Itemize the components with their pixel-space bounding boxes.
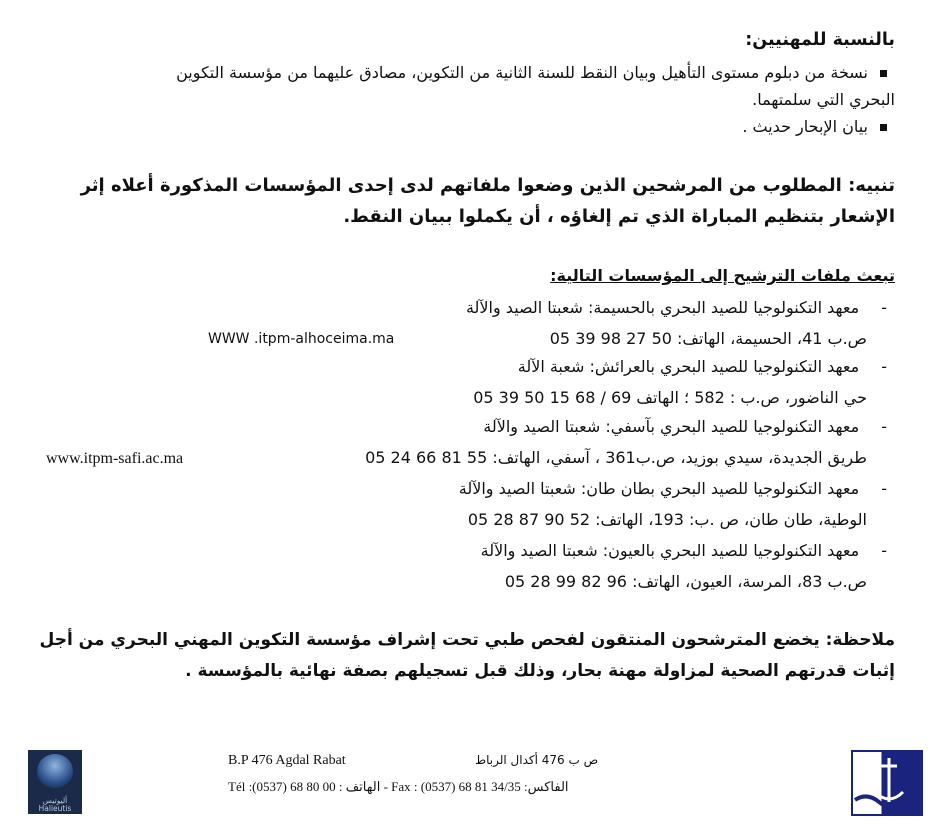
institution-address: ص.ب 41، الحسيمة، الهاتف: 50 27 98 39 05 <box>549 329 867 348</box>
institution-name <box>459 479 887 498</box>
institution-name <box>466 298 887 317</box>
institutions-heading: تبعث ملفات الترشيح إلى المؤسسات التالية: <box>550 266 895 285</box>
bullet-text: بيان الإبحار حديث . <box>742 117 868 136</box>
halieutis-logo-text: أليوتيس Halieutis <box>38 796 72 813</box>
globe-icon <box>37 754 73 788</box>
institution-address: الوطية، طان طان، ص .ب: 193، الهاتف: 52 90 87 28 05 <box>467 510 867 529</box>
bullet-icon <box>880 70 887 77</box>
institution-name <box>481 541 887 560</box>
bullet-item <box>176 63 887 82</box>
institution-name-text: معهد التكنولوجيا للصيد البحري بالحسيمة: شعبتا الصيد والآلة <box>465 298 860 317</box>
institution-name <box>518 357 887 376</box>
bullet-continuation: البحري التي سلمتهما. <box>752 90 895 109</box>
bullet-text: نسخة من دبلوم مستوى التأهيل وبيان النقط للسنة الثانية من التكوين، مصادق عليهما من مؤسسة التكوين <box>176 63 868 82</box>
institution-website[interactable]: WWW .itpm-alhoceima.ma <box>208 331 395 347</box>
dash-marker: - <box>881 417 887 436</box>
institution-name-text: معهد التكنولوجيا للصيد البحري بطان طان: شعبتا الصيد والآلة <box>458 479 860 498</box>
bullet-item <box>742 117 887 136</box>
dash-marker: - <box>881 541 887 560</box>
anchor-icon <box>853 752 921 814</box>
notice-line-1: تنبيه: المطلوب من المرشحين الذين وضعوا ملفاتهم لدى إحدى المؤسسات المذكورة أعلاه إثر <box>80 175 895 196</box>
dash-marker: - <box>881 298 887 317</box>
institution-name-text: معهد التكنولوجيا للصيد البحري بآسفي: شعبتا الصيد والآلة <box>483 417 860 436</box>
institution-website[interactable]: www.itpm-safi.ac.ma <box>46 450 184 467</box>
institution-address: ص.ب 83، المرسة، العيون، الهاتف: 96 82 99 28 05 <box>504 572 867 591</box>
footer-address-ar: ص ب 476 أكدال الرباط <box>475 753 599 767</box>
maritime-anchor-logo <box>851 750 923 816</box>
institution-name-text: معهد التكنولوجيا للصيد البحري بالعرائش: شعبة الآلة <box>517 357 860 376</box>
note-line-2: إثبات قدرتهم الصحية لمزاولة مهنة بحار، وذلك قبل تسجيلهم بصفة نهائية بالمؤسسة . <box>185 661 895 681</box>
footer-contact: Tél :(0537) 68 80 00 : الهاتف - Fax : (0537) 68 81 34/35 :الفاكس <box>228 779 569 794</box>
dash-marker: - <box>881 479 887 498</box>
professionals-heading: بالنسبة للمهنيين: <box>745 30 895 50</box>
institution-address: طريق الجديدة، سيدي بوزيد، ص.ب361 ، آسفي، الهاتف: 55 81 66 24 05 <box>365 448 867 467</box>
bullet-icon <box>880 124 887 131</box>
footer-address-fr: B.P 476 Agdal Rabat <box>228 753 346 768</box>
institution-name-text: معهد التكنولوجيا للصيد البحري بالعيون: شعبتا الصيد والآلة <box>480 541 860 560</box>
institution-name <box>483 417 887 436</box>
dash-marker: - <box>881 357 887 376</box>
halieutis-logo <box>28 750 82 814</box>
note-line-1: ملاحظة: يخضع المترشحون المنتقون لفحص طبي تحت إشراف مؤسسة التكوين المهني البحري من أجل <box>39 630 895 650</box>
notice-line-2: الإشعار بتنظيم المباراة الذي تم إلغاؤه ، أن يكملوا ببيان النقط. <box>343 206 895 227</box>
institution-address: حي الناضور، ص.ب : 582 ؛ الهاتف 69 / 68 15 50 39 05 <box>473 388 867 407</box>
